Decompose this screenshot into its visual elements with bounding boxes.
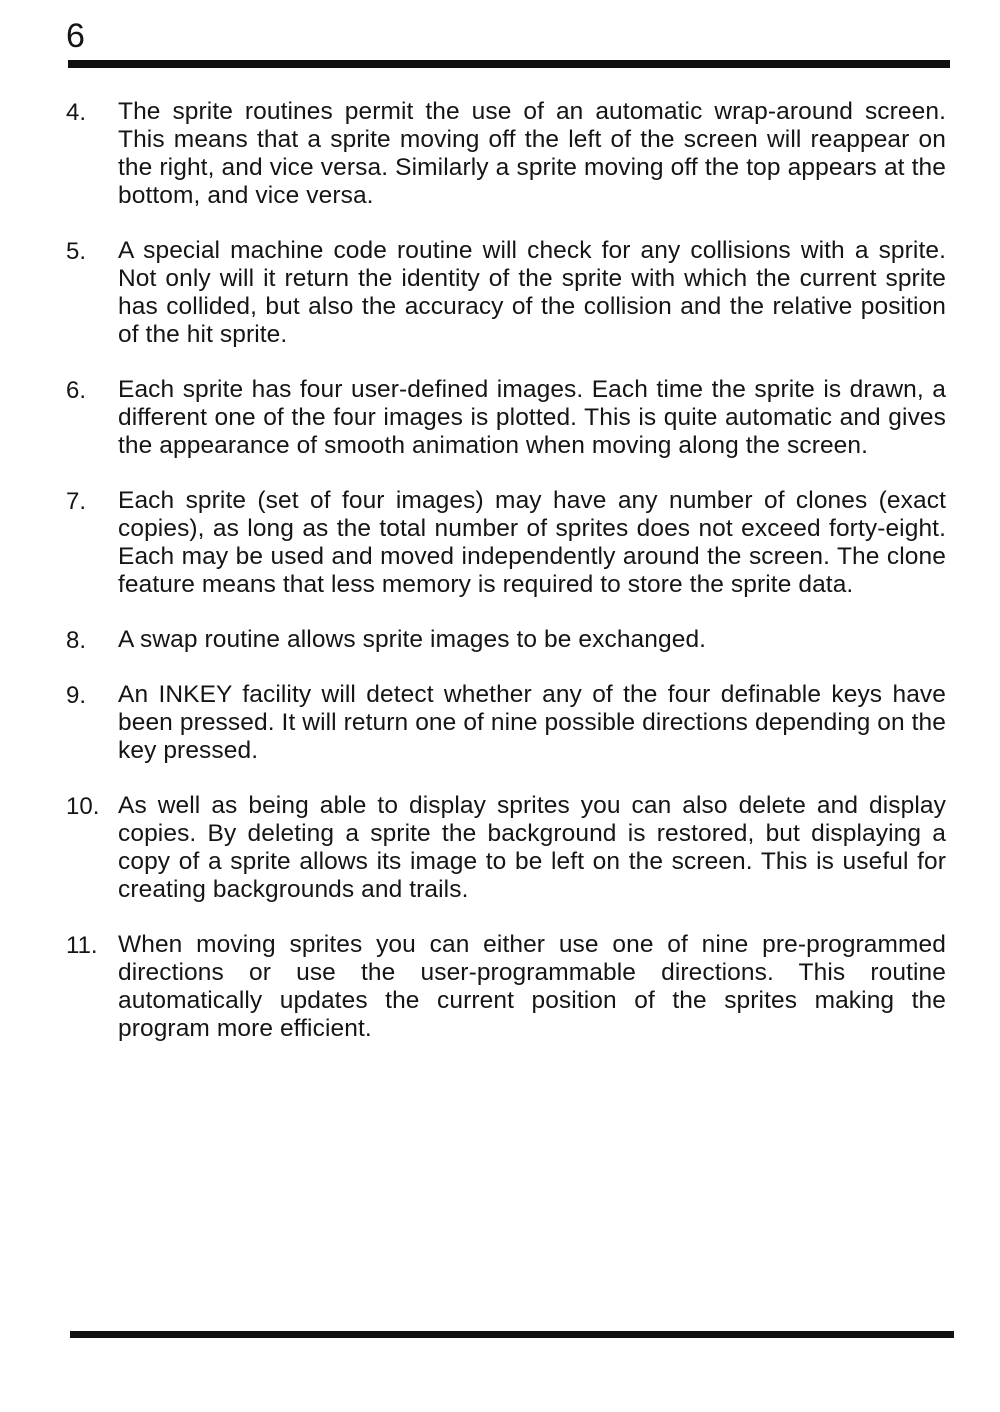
item-number: 7. xyxy=(66,488,87,515)
list-item xyxy=(60,98,946,210)
list-item xyxy=(60,237,946,349)
item-text: Each sprite has four user-defined images. Each time the sprite is drawn, a different one of the four images is plotted. This is quite automatic and gives the appearance of smooth animation when moving along the screen. xyxy=(118,376,946,459)
list-item xyxy=(60,931,946,1043)
item-text: An INKEY facility will detect whether any of the four definable keys have been pressed. It will return one of nine possible directions depending on the key pressed. xyxy=(118,681,946,764)
item-number: 6. xyxy=(66,377,87,404)
item-text: Each sprite (set of four images) may have any number of clones (exact copies), as long as the total number of sprites does not exceed forty-eight. Each may be used and moved independently around the screen. The clone feature means that less memory is required to store the sprite data. xyxy=(118,487,946,598)
list-item xyxy=(60,487,946,599)
item-number: 10. xyxy=(66,793,100,820)
top-rule xyxy=(68,60,950,68)
item-number: 5. xyxy=(66,238,87,265)
item-text: The sprite routines permit the use of an automatic wrap-around screen. This means that a sprite moving off the left of the screen will reappear on the right, and vice versa. Similarly a sprite moving off the top appears at the bottom, and vice versa. xyxy=(118,98,946,209)
list-item xyxy=(60,376,946,460)
item-number: 9. xyxy=(66,682,87,709)
item-text: When moving sprites you can either use one of nine pre-programmed directions or use the user-programmable directions. This routine automatically updates the current position of the sprites making the program more efficient. xyxy=(118,931,946,1042)
bottom-rule xyxy=(70,1331,954,1338)
item-text: As well as being able to display sprites you can also delete and display copies. By deleting a sprite the background is restored, but displaying a copy of a sprite allows its image to be left on the screen. This is useful for creating backgrounds and trails. xyxy=(118,792,946,903)
item-number: 11. xyxy=(66,932,98,959)
list-item xyxy=(60,792,946,904)
numbered-list xyxy=(60,98,946,1070)
list-item xyxy=(60,681,946,765)
item-text: A special machine code routine will check for any collisions with a sprite. Not only will it return the identity of the sprite with which the current sprite has collided, but also the accuracy of the collision and the relative position of the hit sprite. xyxy=(118,237,946,348)
item-number: 4. xyxy=(66,99,87,126)
page-number: 6 xyxy=(66,17,85,55)
item-text: A swap routine allows sprite images to be exchanged. xyxy=(118,626,707,653)
item-number: 8. xyxy=(66,627,87,654)
list-item xyxy=(60,626,946,654)
